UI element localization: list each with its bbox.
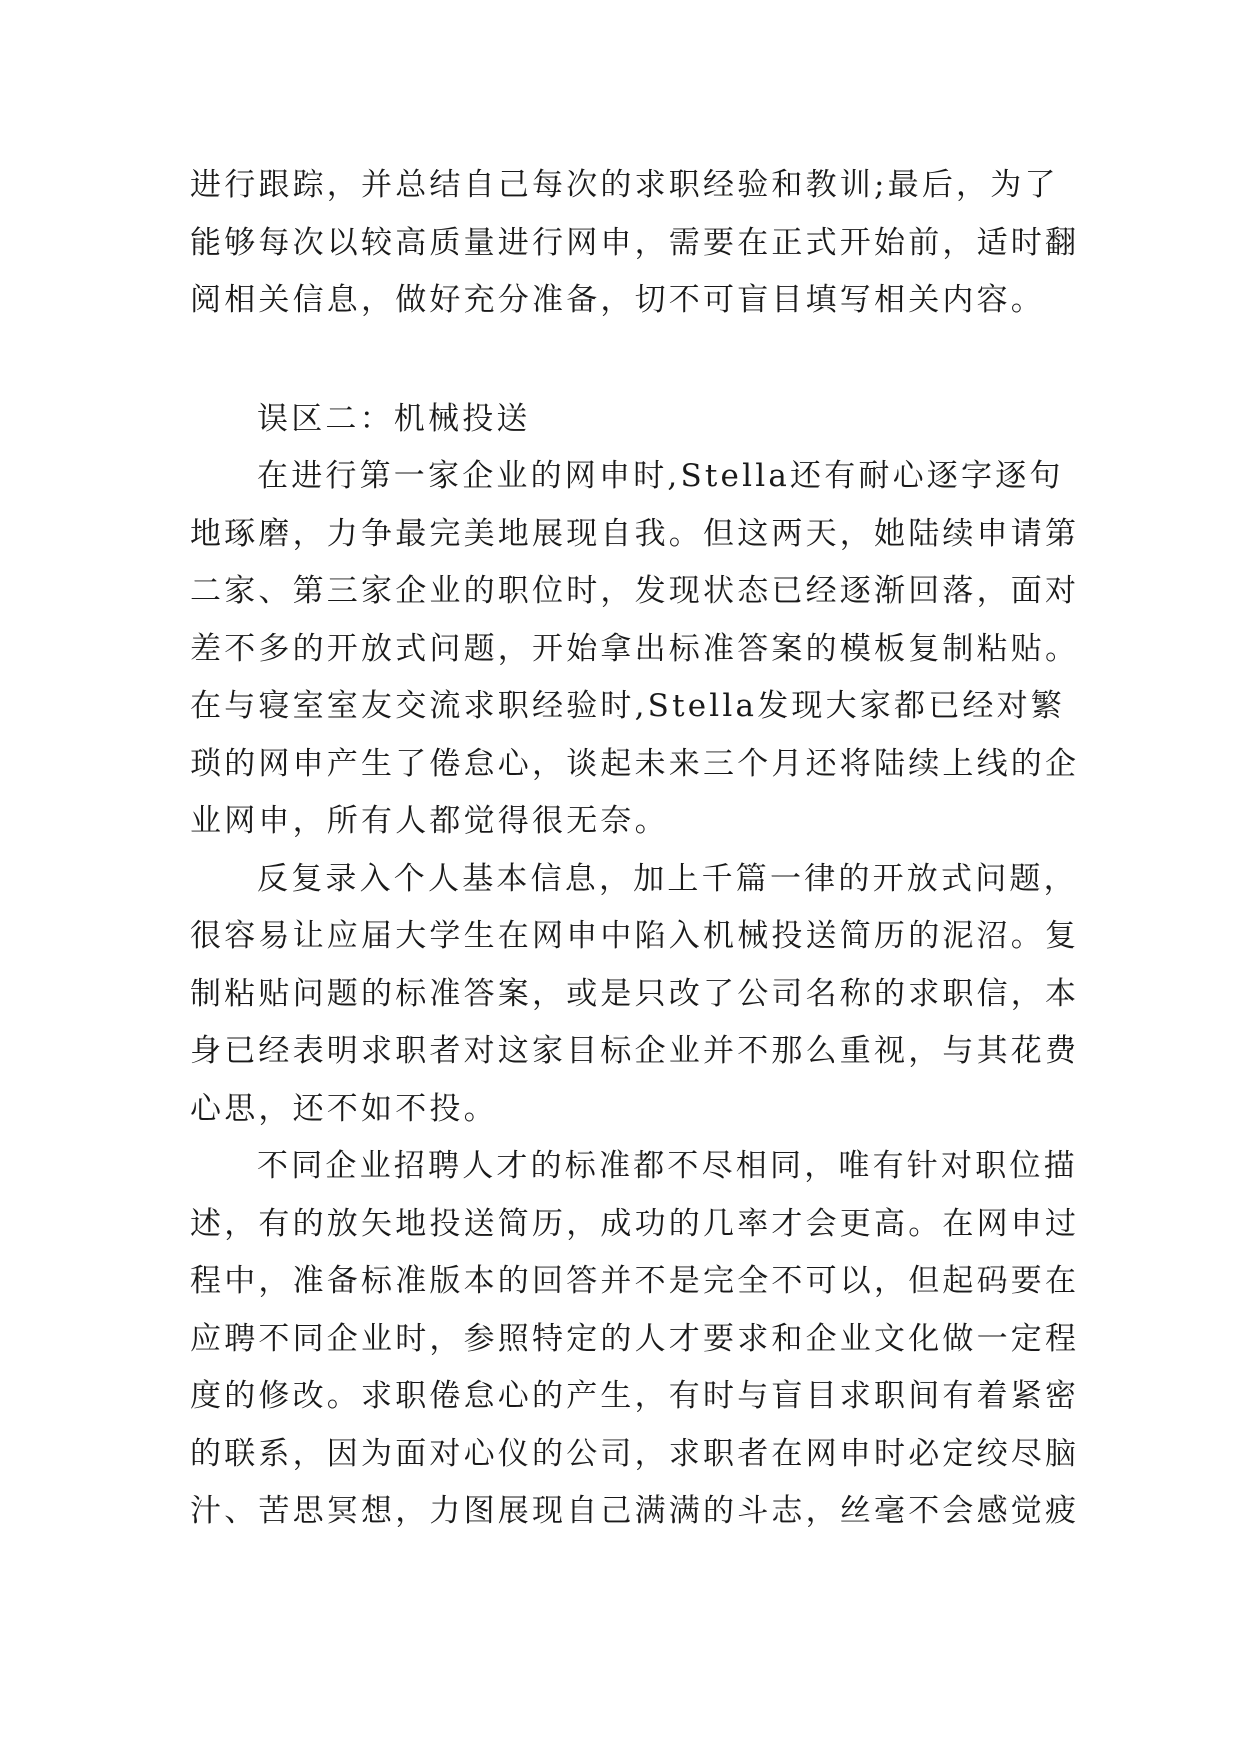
text-line: 不同企业招聘人才的标准都不尽相同，唯有针对职位描	[257, 1148, 1078, 1184]
text-line: 二家、第三家企业的职位时，发现状态已经逐渐回落，面对	[190, 573, 1080, 609]
text-line: 身已经表明求职者对这家目标企业并不那么重视，与其花费	[190, 1033, 1080, 1069]
text-line: 述，有的放矢地投送简历，成功的几率才会更高。在网申过	[190, 1206, 1080, 1242]
text-line: 程中，准备标准版本的回答并不是完全不可以，但起码要在	[190, 1263, 1080, 1299]
text-line: 汁、苦思冥想，力图展现自己满满的斗志，丝毫不会感觉疲	[190, 1493, 1080, 1529]
text-line: 很容易让应届大学生在网申中陷入机械投送简历的泥沼。复	[190, 918, 1080, 954]
section-heading: 误区二：机械投送	[257, 401, 531, 437]
text-line: 制粘贴问题的标准答案，或是只改了公司名称的求职信，本	[190, 976, 1080, 1012]
text-line: 应聘不同企业时，参照特定的人才要求和企业文化做一定程	[190, 1321, 1080, 1357]
text-line: 的联系，因为面对心仪的公司，求职者在网申时必定绞尽脑	[190, 1436, 1080, 1472]
text-line: 在进行第一家企业的网申时,Stella还有耐心逐字逐句	[257, 458, 1064, 494]
text-line: 业网申，所有人都觉得很无奈。	[190, 803, 669, 839]
text-line: 能够每次以较高质量进行网申，需要在正式开始前，适时翻	[190, 225, 1080, 261]
text-line: 心思，还不如不投。	[190, 1091, 498, 1127]
text-line: 反复录入个人基本信息，加上千篇一律的开放式问题，	[257, 861, 1078, 897]
text-line: 地琢磨，力争最完美地展现自我。但这两天，她陆续申请第	[190, 516, 1080, 552]
text-line: 度的修改。求职倦怠心的产生，有时与盲目求职间有着紧密	[190, 1378, 1080, 1414]
text-line: 在与寝室室友交流求职经验时,Stella发现大家都已经对繁	[190, 688, 1066, 724]
text-line: 琐的网申产生了倦怠心，谈起未来三个月还将陆续上线的企	[190, 746, 1080, 782]
text-line: 差不多的开放式问题，开始拿出标准答案的模板复制粘贴。	[190, 631, 1080, 667]
text-line: 进行跟踪，并总结自己每次的求职经验和教训;最后，为了	[190, 167, 1059, 203]
text-line: 阅相关信息，做好充分准备，切不可盲目填写相关内容。	[190, 282, 1045, 318]
